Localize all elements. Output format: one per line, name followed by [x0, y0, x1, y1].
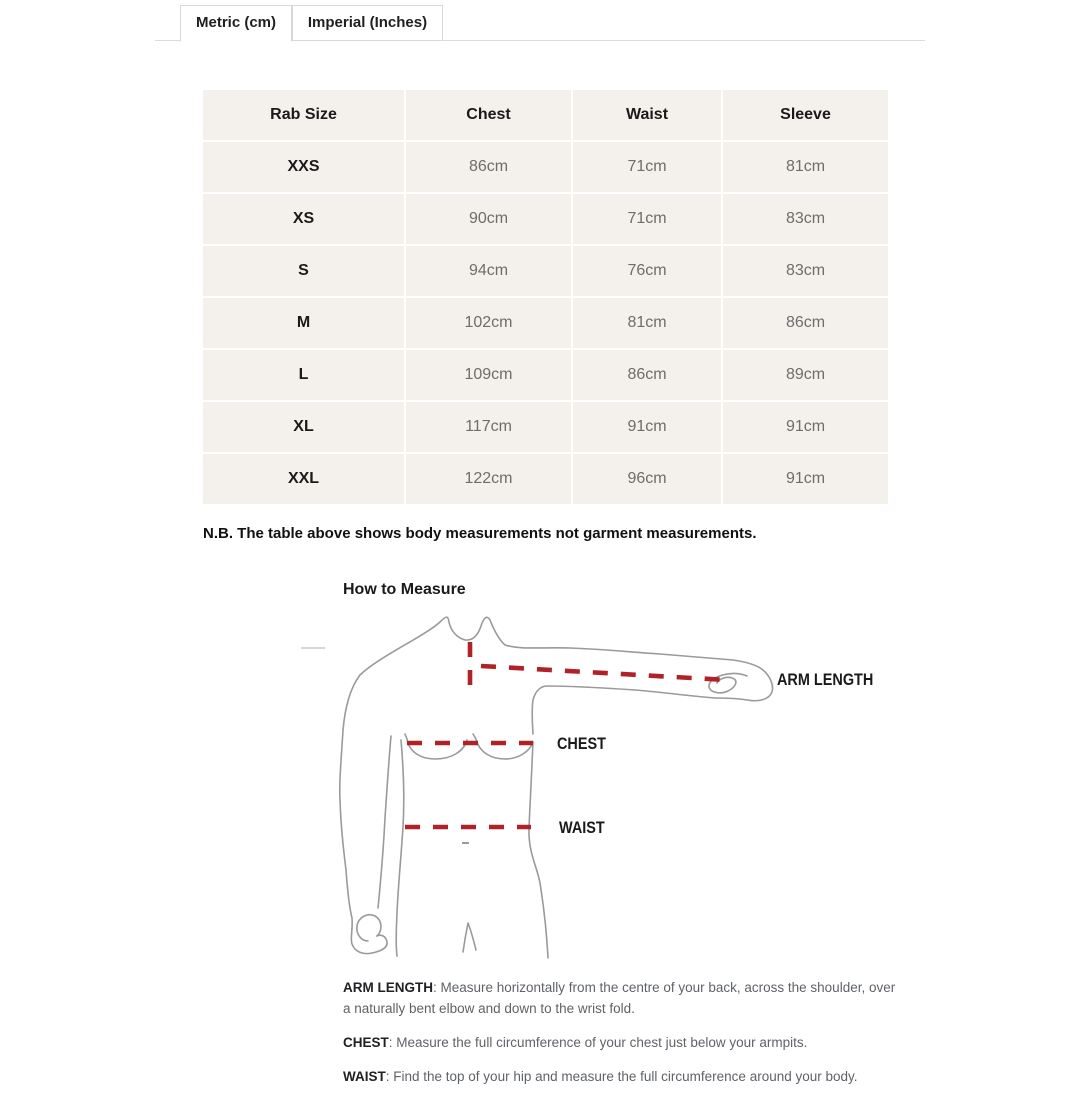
- column-header-sleeve: Sleeve: [723, 90, 888, 140]
- waist-term: WAIST: [343, 1068, 386, 1084]
- row-xxs-waist: 71cm: [573, 142, 721, 192]
- row-xl-size: XL: [203, 402, 404, 452]
- row-xxl-waist: 96cm: [573, 454, 721, 504]
- how-to-measure-title: How to Measure: [343, 581, 466, 598]
- body-measurements-note: N.B. The table above shows body measurements not garment measurements.: [203, 525, 757, 542]
- chest-instruction: [343, 1033, 903, 1054]
- column-header-rab-size: Rab Size: [203, 90, 404, 140]
- units-tabbar: [155, 5, 925, 41]
- waist-text: : Find the top of your hip and measure the full circumference around your body.: [385, 1068, 858, 1084]
- row-xl-waist: 91cm: [573, 402, 721, 452]
- column-header-waist: Waist: [573, 90, 721, 140]
- row-s-sleeve: 83cm: [723, 246, 888, 296]
- chest-diagram-label: CHEST: [557, 734, 606, 753]
- arm-length-instruction: [343, 978, 903, 1020]
- row-xxl-chest: 122cm: [406, 454, 571, 504]
- row-l-size: L: [203, 350, 404, 400]
- row-l-sleeve: 89cm: [723, 350, 888, 400]
- column-header-chest: Chest: [406, 90, 571, 140]
- row-m-waist: 81cm: [573, 298, 721, 348]
- chest-text: : Measure the full circumference of your chest just below your armpits.: [388, 1034, 808, 1050]
- row-xxs-chest: 86cm: [406, 142, 571, 192]
- size-table: [203, 90, 886, 504]
- tab-imperial-inches[interactable]: Imperial (Inches): [292, 5, 443, 41]
- row-xs-waist: 71cm: [573, 194, 721, 244]
- row-s-chest: 94cm: [406, 246, 571, 296]
- row-xl-sleeve: 91cm: [723, 402, 888, 452]
- row-xxs-size: XXS: [203, 142, 404, 192]
- arm-length-diagram-label: ARM LENGTH: [777, 670, 874, 689]
- body-measurement-diagram-icon: [295, 608, 785, 968]
- measuring-instructions: [343, 978, 903, 1101]
- waist-instruction: [343, 1067, 903, 1088]
- waist-diagram-label: WAIST: [559, 818, 605, 837]
- row-l-waist: 86cm: [573, 350, 721, 400]
- chest-term: CHEST: [343, 1034, 389, 1050]
- row-l-chest: 109cm: [406, 350, 571, 400]
- row-xl-chest: 117cm: [406, 402, 571, 452]
- row-m-size: M: [203, 298, 404, 348]
- row-s-waist: 76cm: [573, 246, 721, 296]
- tab-metric-cm[interactable]: Metric (cm): [180, 5, 292, 42]
- row-m-sleeve: 86cm: [723, 298, 888, 348]
- row-m-chest: 102cm: [406, 298, 571, 348]
- arm-length-term: ARM LENGTH: [343, 980, 433, 995]
- row-xxl-sleeve: 91cm: [723, 454, 888, 504]
- row-s-size: S: [203, 246, 404, 296]
- row-xxs-sleeve: 81cm: [723, 142, 888, 192]
- arm-length-text: : Measure horizontally from the centre of your back, across the shoulder, over a naturally bent elbow and down to the wrist fold.: [343, 980, 896, 1016]
- row-xs-chest: 90cm: [406, 194, 571, 244]
- row-xs-size: XS: [203, 194, 404, 244]
- row-xs-sleeve: 83cm: [723, 194, 888, 244]
- row-xxl-size: XXL: [203, 454, 404, 504]
